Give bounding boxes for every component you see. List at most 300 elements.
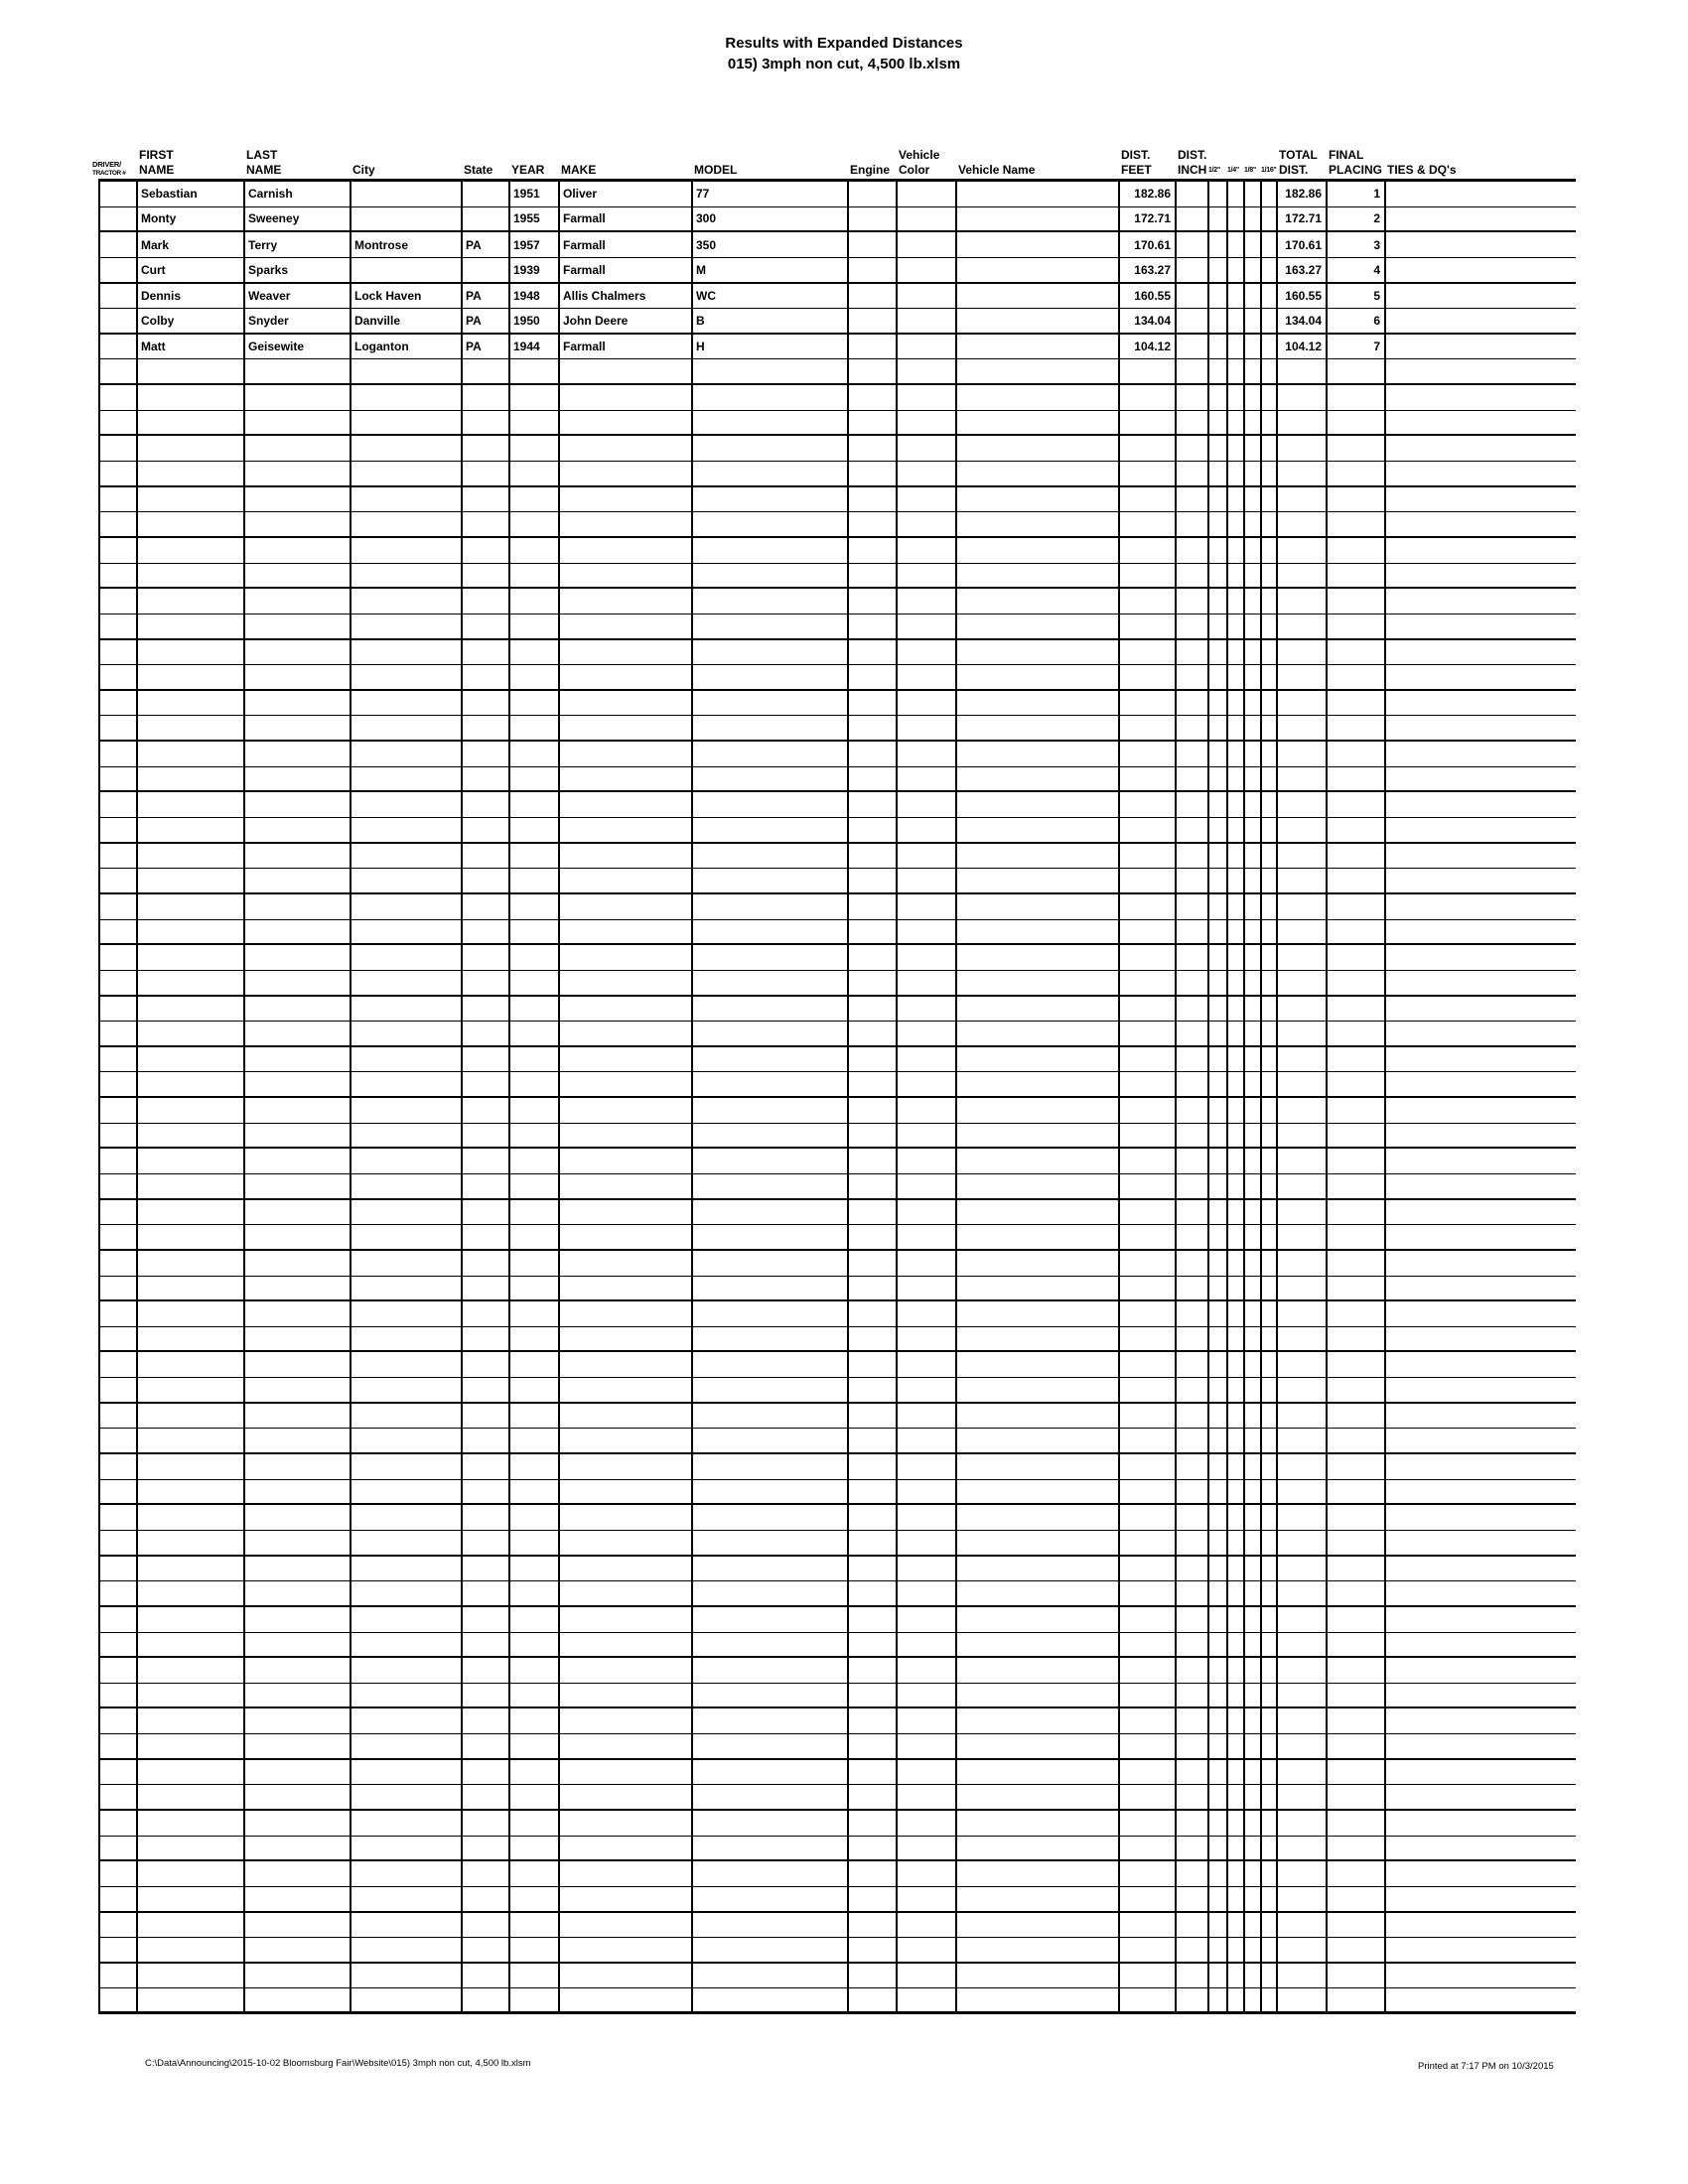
empty-row bbox=[98, 1557, 1576, 1582]
column-header-city: City bbox=[352, 163, 375, 177]
cell-year bbox=[510, 1988, 560, 2011]
cell-dist_inch bbox=[1177, 1531, 1209, 1555]
cell-sixteenth bbox=[1262, 1760, 1278, 1785]
cell-city bbox=[352, 1429, 463, 1452]
cell-first_name bbox=[138, 1708, 245, 1733]
cell-engine bbox=[849, 385, 898, 410]
cell-model bbox=[693, 1684, 849, 1707]
cell-record bbox=[100, 207, 138, 231]
cell-half bbox=[1209, 1964, 1228, 1988]
cell-final_placing bbox=[1328, 1072, 1386, 1096]
cell-make: Farmall bbox=[560, 258, 693, 282]
cell-year bbox=[510, 1098, 560, 1123]
cell-dist_inch bbox=[1177, 1760, 1209, 1785]
cell-sixteenth bbox=[1262, 232, 1278, 257]
cell-eighth bbox=[1245, 1124, 1262, 1148]
cell-half bbox=[1209, 284, 1228, 309]
cell-city bbox=[352, 1658, 463, 1683]
cell-vehicle_color bbox=[898, 1022, 957, 1045]
cell-year bbox=[510, 1327, 560, 1351]
cell-year bbox=[510, 1734, 560, 1758]
cell-dist_feet bbox=[1120, 1352, 1177, 1377]
cell-city bbox=[352, 1785, 463, 1809]
cell-ties_dqs bbox=[1386, 1837, 1569, 1860]
cell-vehicle_name bbox=[957, 487, 1120, 512]
cell-make bbox=[560, 1913, 693, 1938]
cell-city bbox=[352, 1531, 463, 1555]
cell-total_dist bbox=[1278, 691, 1328, 716]
cell-total_dist: 172.71 bbox=[1278, 207, 1328, 231]
cell-engine bbox=[849, 665, 898, 689]
cell-last_name bbox=[245, 1277, 352, 1300]
cell-record bbox=[100, 1174, 138, 1198]
cell-year bbox=[510, 818, 560, 842]
cell-last_name bbox=[245, 411, 352, 435]
cell-ties_dqs bbox=[1386, 1022, 1569, 1045]
cell-record bbox=[100, 818, 138, 842]
cell-ties_dqs bbox=[1386, 1861, 1569, 1886]
cell-sixteenth bbox=[1262, 1022, 1278, 1045]
cell-year bbox=[510, 1887, 560, 1911]
cell-first_name bbox=[138, 1734, 245, 1758]
cell-total_dist bbox=[1278, 1022, 1328, 1045]
empty-row bbox=[98, 1327, 1576, 1353]
table-row bbox=[98, 232, 1576, 258]
cell-make bbox=[560, 1225, 693, 1249]
cell-quarter bbox=[1228, 309, 1245, 333]
cell-quarter bbox=[1228, 1124, 1245, 1148]
cell-year bbox=[510, 1684, 560, 1707]
column-header-year: YEAR bbox=[511, 163, 545, 177]
cell-total_dist: 182.86 bbox=[1278, 182, 1328, 206]
cell-engine bbox=[849, 945, 898, 970]
cell-final_placing bbox=[1328, 1887, 1386, 1911]
empty-row bbox=[98, 640, 1576, 666]
cell-final_placing bbox=[1328, 1098, 1386, 1123]
cell-dist_inch bbox=[1177, 1251, 1209, 1276]
cell-eighth bbox=[1245, 1251, 1262, 1276]
cell-half bbox=[1209, 1022, 1228, 1045]
cell-dist_feet bbox=[1120, 1785, 1177, 1809]
cell-total_dist bbox=[1278, 1174, 1328, 1198]
cell-final_placing bbox=[1328, 614, 1386, 638]
cell-make bbox=[560, 894, 693, 919]
cell-dist_inch bbox=[1177, 1861, 1209, 1886]
cell-first_name bbox=[138, 1277, 245, 1300]
cell-final_placing bbox=[1328, 945, 1386, 970]
cell-make bbox=[560, 691, 693, 716]
cell-total_dist bbox=[1278, 359, 1328, 383]
cell-sixteenth bbox=[1262, 462, 1278, 485]
cell-first_name bbox=[138, 844, 245, 869]
cell-vehicle_name bbox=[957, 869, 1120, 892]
cell-dist_feet bbox=[1120, 385, 1177, 410]
cell-eighth bbox=[1245, 1684, 1262, 1707]
cell-quarter bbox=[1228, 1557, 1245, 1581]
cell-engine bbox=[849, 1277, 898, 1300]
cell-half bbox=[1209, 1607, 1228, 1632]
cell-dist_inch bbox=[1177, 1352, 1209, 1377]
cell-ties_dqs bbox=[1386, 1557, 1569, 1581]
cell-half bbox=[1209, 640, 1228, 665]
empty-row bbox=[98, 665, 1576, 691]
cell-dist_feet bbox=[1120, 1531, 1177, 1555]
cell-dist_inch bbox=[1177, 1404, 1209, 1429]
cell-year bbox=[510, 869, 560, 892]
cell-eighth bbox=[1245, 1988, 1262, 2011]
cell-first_name bbox=[138, 1760, 245, 1785]
cell-quarter bbox=[1228, 1811, 1245, 1836]
cell-vehicle_name bbox=[957, 1837, 1120, 1860]
cell-year bbox=[510, 716, 560, 740]
cell-first_name bbox=[138, 1913, 245, 1938]
cell-make bbox=[560, 640, 693, 665]
cell-total_dist bbox=[1278, 487, 1328, 512]
empty-row bbox=[98, 436, 1576, 462]
cell-sixteenth bbox=[1262, 1124, 1278, 1148]
cell-total_dist bbox=[1278, 614, 1328, 638]
cell-state bbox=[463, 691, 510, 716]
title-line2: 015) 3mph non cut, 4,500 lb.xlsm bbox=[727, 56, 961, 72]
cell-half bbox=[1209, 512, 1228, 536]
cell-model bbox=[693, 1658, 849, 1683]
cell-sixteenth bbox=[1262, 869, 1278, 892]
cell-dist_feet bbox=[1120, 997, 1177, 1022]
empty-row bbox=[98, 1887, 1576, 1913]
cell-dist_feet bbox=[1120, 1633, 1177, 1657]
cell-state bbox=[463, 1429, 510, 1452]
cell-engine bbox=[849, 359, 898, 383]
cell-total_dist bbox=[1278, 1378, 1328, 1402]
cell-half bbox=[1209, 1785, 1228, 1809]
cell-make bbox=[560, 1149, 693, 1173]
cell-vehicle_name bbox=[957, 1581, 1120, 1605]
empty-row bbox=[98, 1098, 1576, 1124]
cell-year bbox=[510, 971, 560, 995]
cell-dist_inch bbox=[1177, 1913, 1209, 1938]
cell-sixteenth bbox=[1262, 1658, 1278, 1683]
cell-dist_feet bbox=[1120, 487, 1177, 512]
cell-ties_dqs bbox=[1386, 1200, 1569, 1225]
cell-engine bbox=[849, 1098, 898, 1123]
cell-half bbox=[1209, 1124, 1228, 1148]
cell-model: H bbox=[693, 335, 849, 359]
cell-year bbox=[510, 538, 560, 563]
cell-sixteenth bbox=[1262, 1684, 1278, 1707]
cell-model bbox=[693, 1505, 849, 1530]
cell-ties_dqs bbox=[1386, 589, 1569, 614]
cell-quarter bbox=[1228, 691, 1245, 716]
cell-dist_inch bbox=[1177, 258, 1209, 282]
cell-first_name bbox=[138, 997, 245, 1022]
cell-year bbox=[510, 1531, 560, 1555]
cell-first_name bbox=[138, 1124, 245, 1148]
cell-engine bbox=[849, 1505, 898, 1530]
cell-final_placing bbox=[1328, 1581, 1386, 1605]
cell-record bbox=[100, 1988, 138, 2011]
cell-state bbox=[463, 1225, 510, 1249]
cell-make bbox=[560, 614, 693, 638]
empty-row bbox=[98, 1251, 1576, 1277]
cell-model: M bbox=[693, 258, 849, 282]
cell-dist_feet bbox=[1120, 1557, 1177, 1581]
cell-state bbox=[463, 818, 510, 842]
cell-city bbox=[352, 1581, 463, 1605]
cell-city bbox=[352, 997, 463, 1022]
cell-final_placing bbox=[1328, 1124, 1386, 1148]
cell-dist_feet: 160.55 bbox=[1120, 284, 1177, 309]
cell-dist_feet bbox=[1120, 818, 1177, 842]
cell-year bbox=[510, 1480, 560, 1504]
cell-dist_feet bbox=[1120, 1047, 1177, 1072]
footer-file-path: C:\Data\Announcing\2015-10-02 Bloomsburg Fair\Website\015) 3mph non cut, 4,500 lb.xlsm bbox=[145, 2058, 531, 2069]
cell-vehicle_color bbox=[898, 640, 957, 665]
cell-last_name bbox=[245, 1454, 352, 1479]
cell-quarter bbox=[1228, 614, 1245, 638]
cell-vehicle_color bbox=[898, 1557, 957, 1581]
cell-eighth bbox=[1245, 1277, 1262, 1300]
cell-make bbox=[560, 1785, 693, 1809]
cell-quarter bbox=[1228, 792, 1245, 817]
cell-make bbox=[560, 971, 693, 995]
cell-make bbox=[560, 1531, 693, 1555]
cell-vehicle_color bbox=[898, 1658, 957, 1683]
cell-final_placing bbox=[1328, 1811, 1386, 1836]
cell-model bbox=[693, 1404, 849, 1429]
cell-ties_dqs bbox=[1386, 716, 1569, 740]
cell-year bbox=[510, 564, 560, 588]
cell-quarter bbox=[1228, 1887, 1245, 1911]
cell-city bbox=[352, 1454, 463, 1479]
cell-make bbox=[560, 1124, 693, 1148]
cell-model bbox=[693, 971, 849, 995]
cell-year bbox=[510, 1658, 560, 1683]
cell-year bbox=[510, 997, 560, 1022]
cell-quarter bbox=[1228, 1480, 1245, 1504]
cell-last_name bbox=[245, 1964, 352, 1988]
cell-ties_dqs bbox=[1386, 538, 1569, 563]
cell-first_name bbox=[138, 1301, 245, 1326]
cell-sixteenth bbox=[1262, 1861, 1278, 1886]
cell-ties_dqs bbox=[1386, 1149, 1569, 1173]
cell-first_name bbox=[138, 869, 245, 892]
cell-city bbox=[352, 1352, 463, 1377]
cell-ties_dqs bbox=[1386, 411, 1569, 435]
cell-make bbox=[560, 1633, 693, 1657]
cell-half bbox=[1209, 1505, 1228, 1530]
cell-vehicle_name bbox=[957, 182, 1120, 206]
cell-vehicle_name bbox=[957, 1022, 1120, 1045]
cell-model bbox=[693, 640, 849, 665]
cell-eighth bbox=[1245, 207, 1262, 231]
table-row bbox=[98, 207, 1576, 233]
cell-vehicle_name bbox=[957, 1887, 1120, 1911]
cell-final_placing bbox=[1328, 436, 1386, 461]
cell-total_dist bbox=[1278, 792, 1328, 817]
cell-state bbox=[463, 1480, 510, 1504]
cell-sixteenth bbox=[1262, 1200, 1278, 1225]
cell-final_placing bbox=[1328, 385, 1386, 410]
cell-model bbox=[693, 997, 849, 1022]
cell-dist_inch bbox=[1177, 385, 1209, 410]
cell-half bbox=[1209, 1174, 1228, 1198]
cell-total_dist bbox=[1278, 716, 1328, 740]
cell-record bbox=[100, 1861, 138, 1886]
cell-quarter bbox=[1228, 1277, 1245, 1300]
cell-vehicle_name bbox=[957, 309, 1120, 333]
cell-last_name bbox=[245, 1022, 352, 1045]
cell-make bbox=[560, 1684, 693, 1707]
cell-eighth bbox=[1245, 309, 1262, 333]
cell-make bbox=[560, 716, 693, 740]
cell-sixteenth bbox=[1262, 1327, 1278, 1351]
cell-last_name bbox=[245, 818, 352, 842]
empty-row bbox=[98, 869, 1576, 894]
cell-sixteenth bbox=[1262, 1988, 1278, 2011]
cell-engine bbox=[849, 1811, 898, 1836]
cell-record bbox=[100, 1072, 138, 1096]
cell-first_name bbox=[138, 920, 245, 944]
cell-quarter bbox=[1228, 1225, 1245, 1249]
cell-city bbox=[352, 1887, 463, 1911]
table-row bbox=[98, 284, 1576, 310]
cell-half bbox=[1209, 1861, 1228, 1886]
cell-eighth bbox=[1245, 284, 1262, 309]
cell-ties_dqs bbox=[1386, 359, 1569, 383]
column-header-final_placing: FINAL PLACING bbox=[1329, 148, 1382, 177]
cell-last_name bbox=[245, 512, 352, 536]
cell-year bbox=[510, 640, 560, 665]
cell-record bbox=[100, 512, 138, 536]
cell-record bbox=[100, 1913, 138, 1938]
cell-half bbox=[1209, 1277, 1228, 1300]
cell-first_name: Matt bbox=[138, 335, 245, 359]
cell-engine bbox=[849, 1581, 898, 1605]
cell-record bbox=[100, 844, 138, 869]
cell-dist_inch bbox=[1177, 1022, 1209, 1045]
cell-vehicle_name bbox=[957, 894, 1120, 919]
cell-dist_inch bbox=[1177, 207, 1209, 231]
cell-first_name bbox=[138, 1429, 245, 1452]
cell-last_name bbox=[245, 1404, 352, 1429]
cell-vehicle_color bbox=[898, 945, 957, 970]
cell-vehicle_color bbox=[898, 1047, 957, 1072]
cell-model bbox=[693, 1098, 849, 1123]
cell-half bbox=[1209, 1811, 1228, 1836]
cell-sixteenth bbox=[1262, 1531, 1278, 1555]
cell-quarter bbox=[1228, 1785, 1245, 1809]
cell-state bbox=[463, 844, 510, 869]
cell-final_placing: 7 bbox=[1328, 335, 1386, 359]
cell-record bbox=[100, 1887, 138, 1911]
cell-state bbox=[463, 1861, 510, 1886]
cell-quarter bbox=[1228, 1404, 1245, 1429]
cell-sixteenth bbox=[1262, 920, 1278, 944]
cell-engine bbox=[849, 971, 898, 995]
cell-quarter bbox=[1228, 182, 1245, 206]
cell-year bbox=[510, 1429, 560, 1452]
cell-make: John Deere bbox=[560, 309, 693, 333]
cell-vehicle_name bbox=[957, 335, 1120, 359]
cell-eighth bbox=[1245, 1301, 1262, 1326]
cell-model bbox=[693, 1887, 849, 1911]
empty-row bbox=[98, 997, 1576, 1023]
empty-row bbox=[98, 1480, 1576, 1506]
cell-year bbox=[510, 512, 560, 536]
cell-last_name bbox=[245, 971, 352, 995]
cell-eighth bbox=[1245, 258, 1262, 282]
cell-vehicle_color bbox=[898, 767, 957, 791]
cell-vehicle_color bbox=[898, 1811, 957, 1836]
cell-ties_dqs bbox=[1386, 1633, 1569, 1657]
cell-eighth bbox=[1245, 945, 1262, 970]
cell-dist_inch bbox=[1177, 920, 1209, 944]
cell-sixteenth bbox=[1262, 1149, 1278, 1173]
cell-city bbox=[352, 462, 463, 485]
cell-vehicle_name bbox=[957, 462, 1120, 485]
cell-make bbox=[560, 767, 693, 791]
cell-sixteenth bbox=[1262, 335, 1278, 359]
column-header-quarter: 1/4" bbox=[1227, 167, 1239, 174]
cell-sixteenth bbox=[1262, 1429, 1278, 1452]
cell-half bbox=[1209, 1404, 1228, 1429]
cell-dist_inch bbox=[1177, 1098, 1209, 1123]
cell-half bbox=[1209, 232, 1228, 257]
cell-vehicle_name bbox=[957, 1174, 1120, 1198]
cell-engine bbox=[849, 742, 898, 766]
cell-ties_dqs bbox=[1386, 1938, 1569, 1962]
cell-dist_feet bbox=[1120, 691, 1177, 716]
cell-record bbox=[100, 359, 138, 383]
cell-total_dist bbox=[1278, 640, 1328, 665]
cell-engine bbox=[849, 640, 898, 665]
cell-quarter bbox=[1228, 487, 1245, 512]
cell-model bbox=[693, 1251, 849, 1276]
cell-vehicle_color bbox=[898, 258, 957, 282]
cell-first_name: Dennis bbox=[138, 284, 245, 309]
cell-vehicle_color bbox=[898, 1174, 957, 1198]
cell-model bbox=[693, 1913, 849, 1938]
cell-total_dist bbox=[1278, 1047, 1328, 1072]
cell-year bbox=[510, 1607, 560, 1632]
cell-total_dist bbox=[1278, 1454, 1328, 1479]
column-header-dist_inch: DIST. INCH bbox=[1178, 148, 1207, 177]
cell-total_dist bbox=[1278, 1149, 1328, 1173]
cell-quarter bbox=[1228, 1837, 1245, 1860]
cell-eighth bbox=[1245, 1404, 1262, 1429]
cell-last_name bbox=[245, 1047, 352, 1072]
cell-dist_inch bbox=[1177, 971, 1209, 995]
empty-row bbox=[98, 1404, 1576, 1430]
column-header-vehicle_color: Vehicle Color bbox=[899, 148, 940, 177]
cell-state bbox=[463, 945, 510, 970]
cell-sixteenth bbox=[1262, 1964, 1278, 1988]
cell-engine bbox=[849, 1200, 898, 1225]
cell-record bbox=[100, 1454, 138, 1479]
cell-vehicle_color bbox=[898, 894, 957, 919]
cell-model bbox=[693, 1225, 849, 1249]
cell-ties_dqs bbox=[1386, 462, 1569, 485]
cell-ties_dqs bbox=[1386, 436, 1569, 461]
cell-dist_feet: 134.04 bbox=[1120, 309, 1177, 333]
empty-row bbox=[98, 1225, 1576, 1251]
cell-sixteenth bbox=[1262, 1887, 1278, 1911]
cell-dist_feet bbox=[1120, 436, 1177, 461]
cell-final_placing bbox=[1328, 1327, 1386, 1351]
cell-half bbox=[1209, 1149, 1228, 1173]
cell-make bbox=[560, 1022, 693, 1045]
cell-state bbox=[463, 920, 510, 944]
